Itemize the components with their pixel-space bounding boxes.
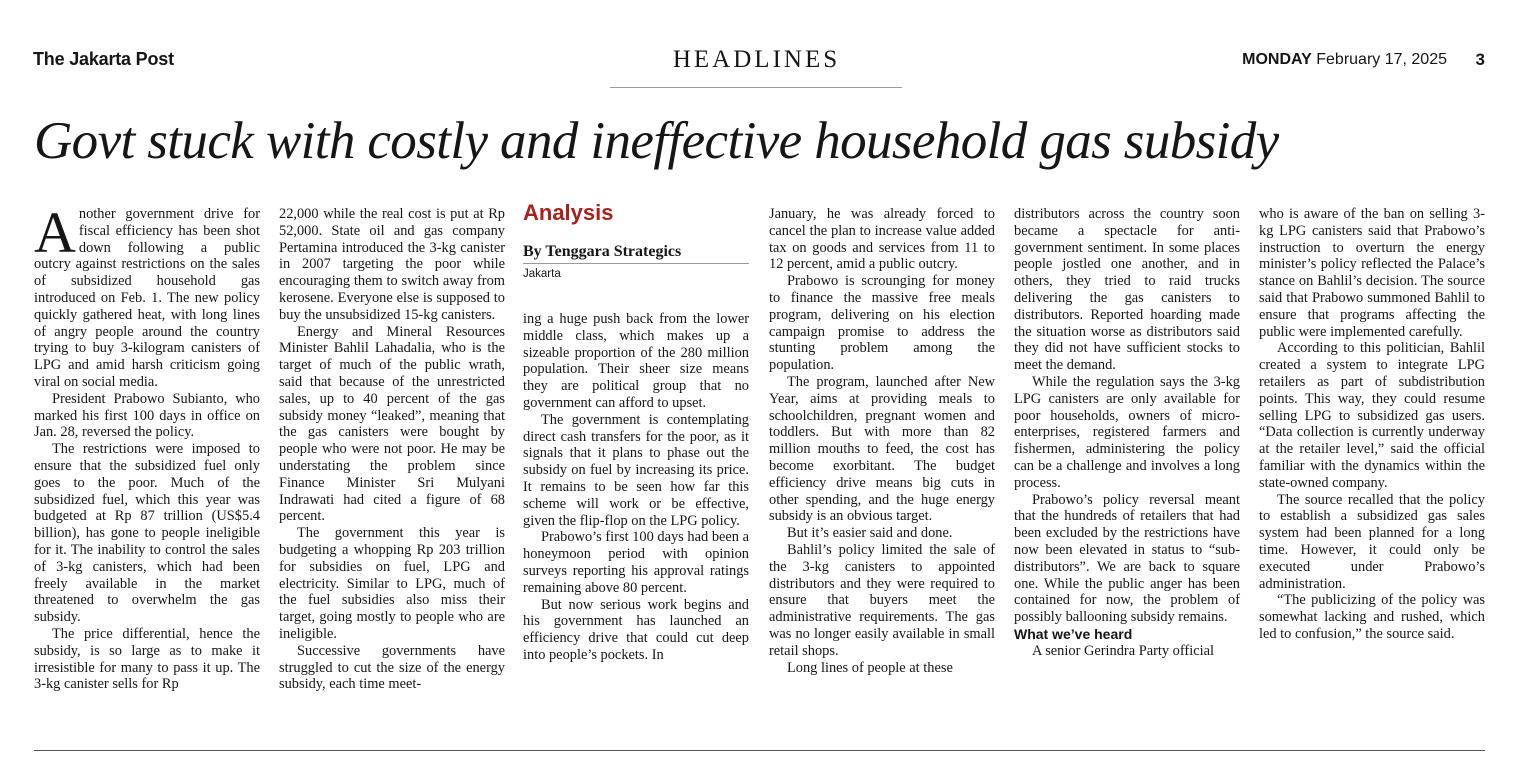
- subhead: What we’ve heard: [1014, 625, 1133, 642]
- masthead: The Jakarta Post: [33, 49, 174, 69]
- paragraph: who is aware of the ban on selling 3-kg LPG canisters said that Prabowo’s instruction to overturn the energy minister’s policy reflected the Palace’s stance on Bahlil’s decision. The source said that Prabowo summoned Bahlil to ensure that programs affecting the public were implemented carefully.: [1259, 206, 1485, 340]
- paragraph: The government this year is budgeting a whopping Rp 203 trillion for subsidies on fuel, LPG and electricity. Similar to LPG, much of the fuel subsidies also miss their target, going mostly to people who are ineligible.: [279, 525, 505, 642]
- paragraph: January, he was already forced to cancel the plan to increase value added tax on goods and services from 11 to 12 percent, amid a public outcry.: [769, 206, 995, 273]
- paragraph: Long lines of people at these: [787, 659, 953, 676]
- paragraph: The program, launched after New Year, aims at providing meals to schoolchildren, pregnant women and toddlers. But with more than 82 million mouths to feed, the cost has become exorbitant. The budget efficiency drive means big cuts in other spending, and the huge energy subsidy is an obvious target.: [769, 373, 995, 525]
- article-column-2: [279, 206, 505, 693]
- paragraph: Prabowo is scrounging for money to finance the massive free meals program, delivering on his election campaign promise to address the stunting problem among the population.: [769, 273, 995, 374]
- article-column-6: [1259, 206, 1485, 643]
- article-column-1: [34, 200, 260, 693]
- paragraph: Bahlil’s policy limited the sale of the 3-kg canisters to appointed distributors and they were required to ensure that buyers meet the administrative requirements. The gas was no longer easily available in small retail shops.: [769, 541, 995, 659]
- paragraph: The government is contemplating direct cash transfers for the poor, as it signals that it plans to phase out the subsidy on fuel by increasing its price. It remains to be seen how far this scheme will work or be effective, given the flip-flop on the LPG policy.: [523, 411, 749, 529]
- paragraph: distributors across the country soon became a spectacle for anti-government sentiment. In some places people jostled one another, and in others, they tried to raid trucks delivering the gas canisters to distributors. Reported hoarding made the situation worse as distributors said they did not have sufficient stocks to meet the demand.: [1014, 206, 1240, 374]
- paragraph: But now serious work begins and his government has launched an efficiency drive that could cut deep into people’s pockets. In: [523, 596, 749, 663]
- paragraph: The restrictions were imposed to ensure that the subsidized fuel only goes to the poor. Much of the subsidized fuel, which this year was budgeted at Rp 87 trillion (US$5.4 billion), has gone to people ineligible for it. The inability to control the sales of 3-kg canisters, which had been freely available in the market threatened to overwhelm the gas subsidy.: [34, 441, 260, 626]
- article-meta: [523, 200, 749, 283]
- analysis-tag: Analysis: [523, 200, 614, 225]
- article-column-5: [1014, 206, 1240, 660]
- paragraph: Energy and Mineral Resources Minister Bahlil Lahadalia, who is the target of much of the public wrath, said that because of the unrestricted sales, up to 40 percent of the gas subsidy money “leaked”, meaning that the gas canisters were bought by people who were not poor. He may be understating the problem since Finance Minister Sri Mulyani Indrawati had cited a figure of 68 percent.: [279, 323, 505, 525]
- paragraph: Successive governments have struggled to cut the size of the energy subsidy, each time meet-: [279, 642, 505, 693]
- section-rule: [610, 87, 902, 88]
- dateline-place: Jakarta: [523, 267, 561, 280]
- bottom-rule: [34, 750, 1485, 751]
- paragraph: 22,000 while the real cost is put at Rp 52,000. State oil and gas company Pertamina introduced the 3-kg canister in 2007 targeting the poor while encouraging them to switch away from kerosene. Everyone else is supposed to buy the unsubsidized 15-kg canisters.: [279, 206, 505, 323]
- paragraph: While the regulation says the 3-kg LPG canisters are only available for poor households, owners of micro-enterprises, registered farmers and fishermen, administering the policy can be a challenge and involves a long process.: [1014, 373, 1240, 491]
- page-number: 3: [1475, 50, 1485, 69]
- paragraph: According to this politician, Bahlil created a system to integrate LPG retailers as part of subdistribution points. This way, they could resume selling LPG to subsidized gas users. “Data collection is currently underway at the retailer level,” said the official familiar with the dynamics within the state-owned company.: [1259, 340, 1485, 491]
- headline: Govt stuck with costly and ineffective household gas subsidy: [34, 112, 1279, 170]
- dateline-date: February 17, 2025: [1316, 51, 1447, 68]
- drop-cap: A: [34, 200, 76, 265]
- paragraph: The source recalled that the policy to establish a subsidized gas sales system had been planned for a long time. However, it could only be executed under Prabowo’s administration.: [1259, 491, 1485, 592]
- paragraph: A senior Gerindra Party official: [1032, 642, 1214, 659]
- paragraph-text: nother government drive for fiscal efficiency has been shot down following a public outcry against restrictions on the sales of subsidized household gas introduced on Feb. 1. The new policy quickly gathered heat, with long lines of angry people around the country trying to buy 3-kilogram canisters of LPG and amid harsh criticism going viral on social media.: [34, 206, 260, 390]
- paragraph: [34, 200, 260, 391]
- paragraph: The price differential, hence the subsidy, is so large as to make it irresistible for many to pass it up. The 3-kg canister sells for Rp: [34, 625, 260, 693]
- dateline-day: MONDAY: [1242, 51, 1312, 68]
- paragraph: But it’s easier said and done.: [787, 525, 953, 542]
- paragraph: “The publicizing of the policy was somewhat lacking and rushed, which led to confusion,” the source said.: [1259, 592, 1485, 642]
- paragraph: President Prabowo Subianto, who marked his first 100 days in office on Jan. 28, reversed the policy.: [34, 390, 260, 441]
- dateline: [1242, 51, 1447, 69]
- paragraph: Prabowo’s first 100 days had been a honeymoon period with opinion surveys reporting his approval ratings remaining above 80 percent.: [523, 529, 749, 596]
- paragraph: Prabowo’s policy reversal meant that the hundreds of retailers that had been excluded by the restrictions have now been elevated in status to “sub-distributors”. We are back to square one. While the public anger has been contained for now, the problem of possibly ballooning subsidy remains.: [1014, 491, 1240, 626]
- section-title: HEADLINES: [672, 46, 841, 73]
- byline: By Tenggara Strategics: [523, 244, 749, 264]
- article-column-3: [523, 311, 749, 664]
- article-column-4: [769, 206, 995, 676]
- paragraph: ing a huge push back from the lower middle class, which makes up a sizeable proportion of the 280 million population. Their sheer size means they are political group that no government can afford to upset.: [523, 311, 749, 411]
